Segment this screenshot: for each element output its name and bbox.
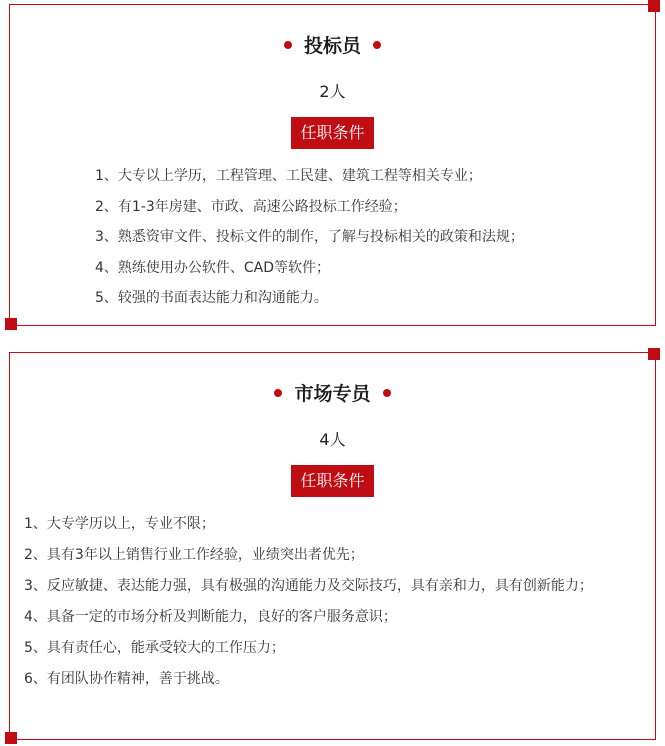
requirement-item: 2、具有3年以上销售行业工作经验，业绩突出者优先； <box>24 547 364 563</box>
requirement-item: 2、有1-3年房建、市政、高速公路投标工作经验； <box>95 198 407 215</box>
headcount: 2人 <box>319 82 346 101</box>
job-title-row <box>10 31 655 58</box>
headcount: 4人 <box>319 430 346 449</box>
job-card-bidder <box>9 4 656 326</box>
requirement-item: 5、较强的书面表达能力和沟通能力。 <box>95 290 328 306</box>
job-card-marketing <box>9 352 656 740</box>
requirement-item: 6、有团队协作精神，善于挑战。 <box>24 671 229 687</box>
requirement-item: 5、具有责任心，能承受较大的工作压力； <box>24 640 285 656</box>
bullet-dot-icon <box>274 389 282 397</box>
corner-decoration <box>648 0 660 12</box>
requirement-item: 3、熟悉资审文件、投标文件的制作，了解与投标相关的政策和法规； <box>95 229 524 245</box>
bullet-dot-icon <box>373 41 381 49</box>
requirement-item: 4、具备一定的市场分析及判断能力，良好的客户服务意识； <box>24 609 397 625</box>
job-title: 投标员 <box>303 35 361 57</box>
requirement-item: 3、反应敏捷、表达能力强，具有极强的沟通能力及交际技巧，具有亲和力，具有创新能力； <box>24 578 593 594</box>
requirement-item: 4、熟练使用办公软件、CAD等软件； <box>95 259 331 276</box>
requirements-list <box>24 509 644 695</box>
corner-decoration <box>648 348 660 360</box>
corner-decoration <box>5 732 17 744</box>
bullet-dot-icon <box>383 389 391 397</box>
job-title: 市场专员 <box>294 383 371 405</box>
requirements-badge: 任职条件 <box>291 465 373 497</box>
requirement-item: 1、大专学历以上，专业不限； <box>24 516 215 532</box>
requirements-list <box>95 161 635 314</box>
requirement-item: 1、大专以上学历，工程管理、工民建、建筑工程等相关专业； <box>95 168 482 184</box>
bullet-dot-icon <box>284 41 292 49</box>
corner-decoration <box>5 318 17 330</box>
job-title-row <box>10 379 655 406</box>
requirements-badge: 任职条件 <box>291 117 373 149</box>
